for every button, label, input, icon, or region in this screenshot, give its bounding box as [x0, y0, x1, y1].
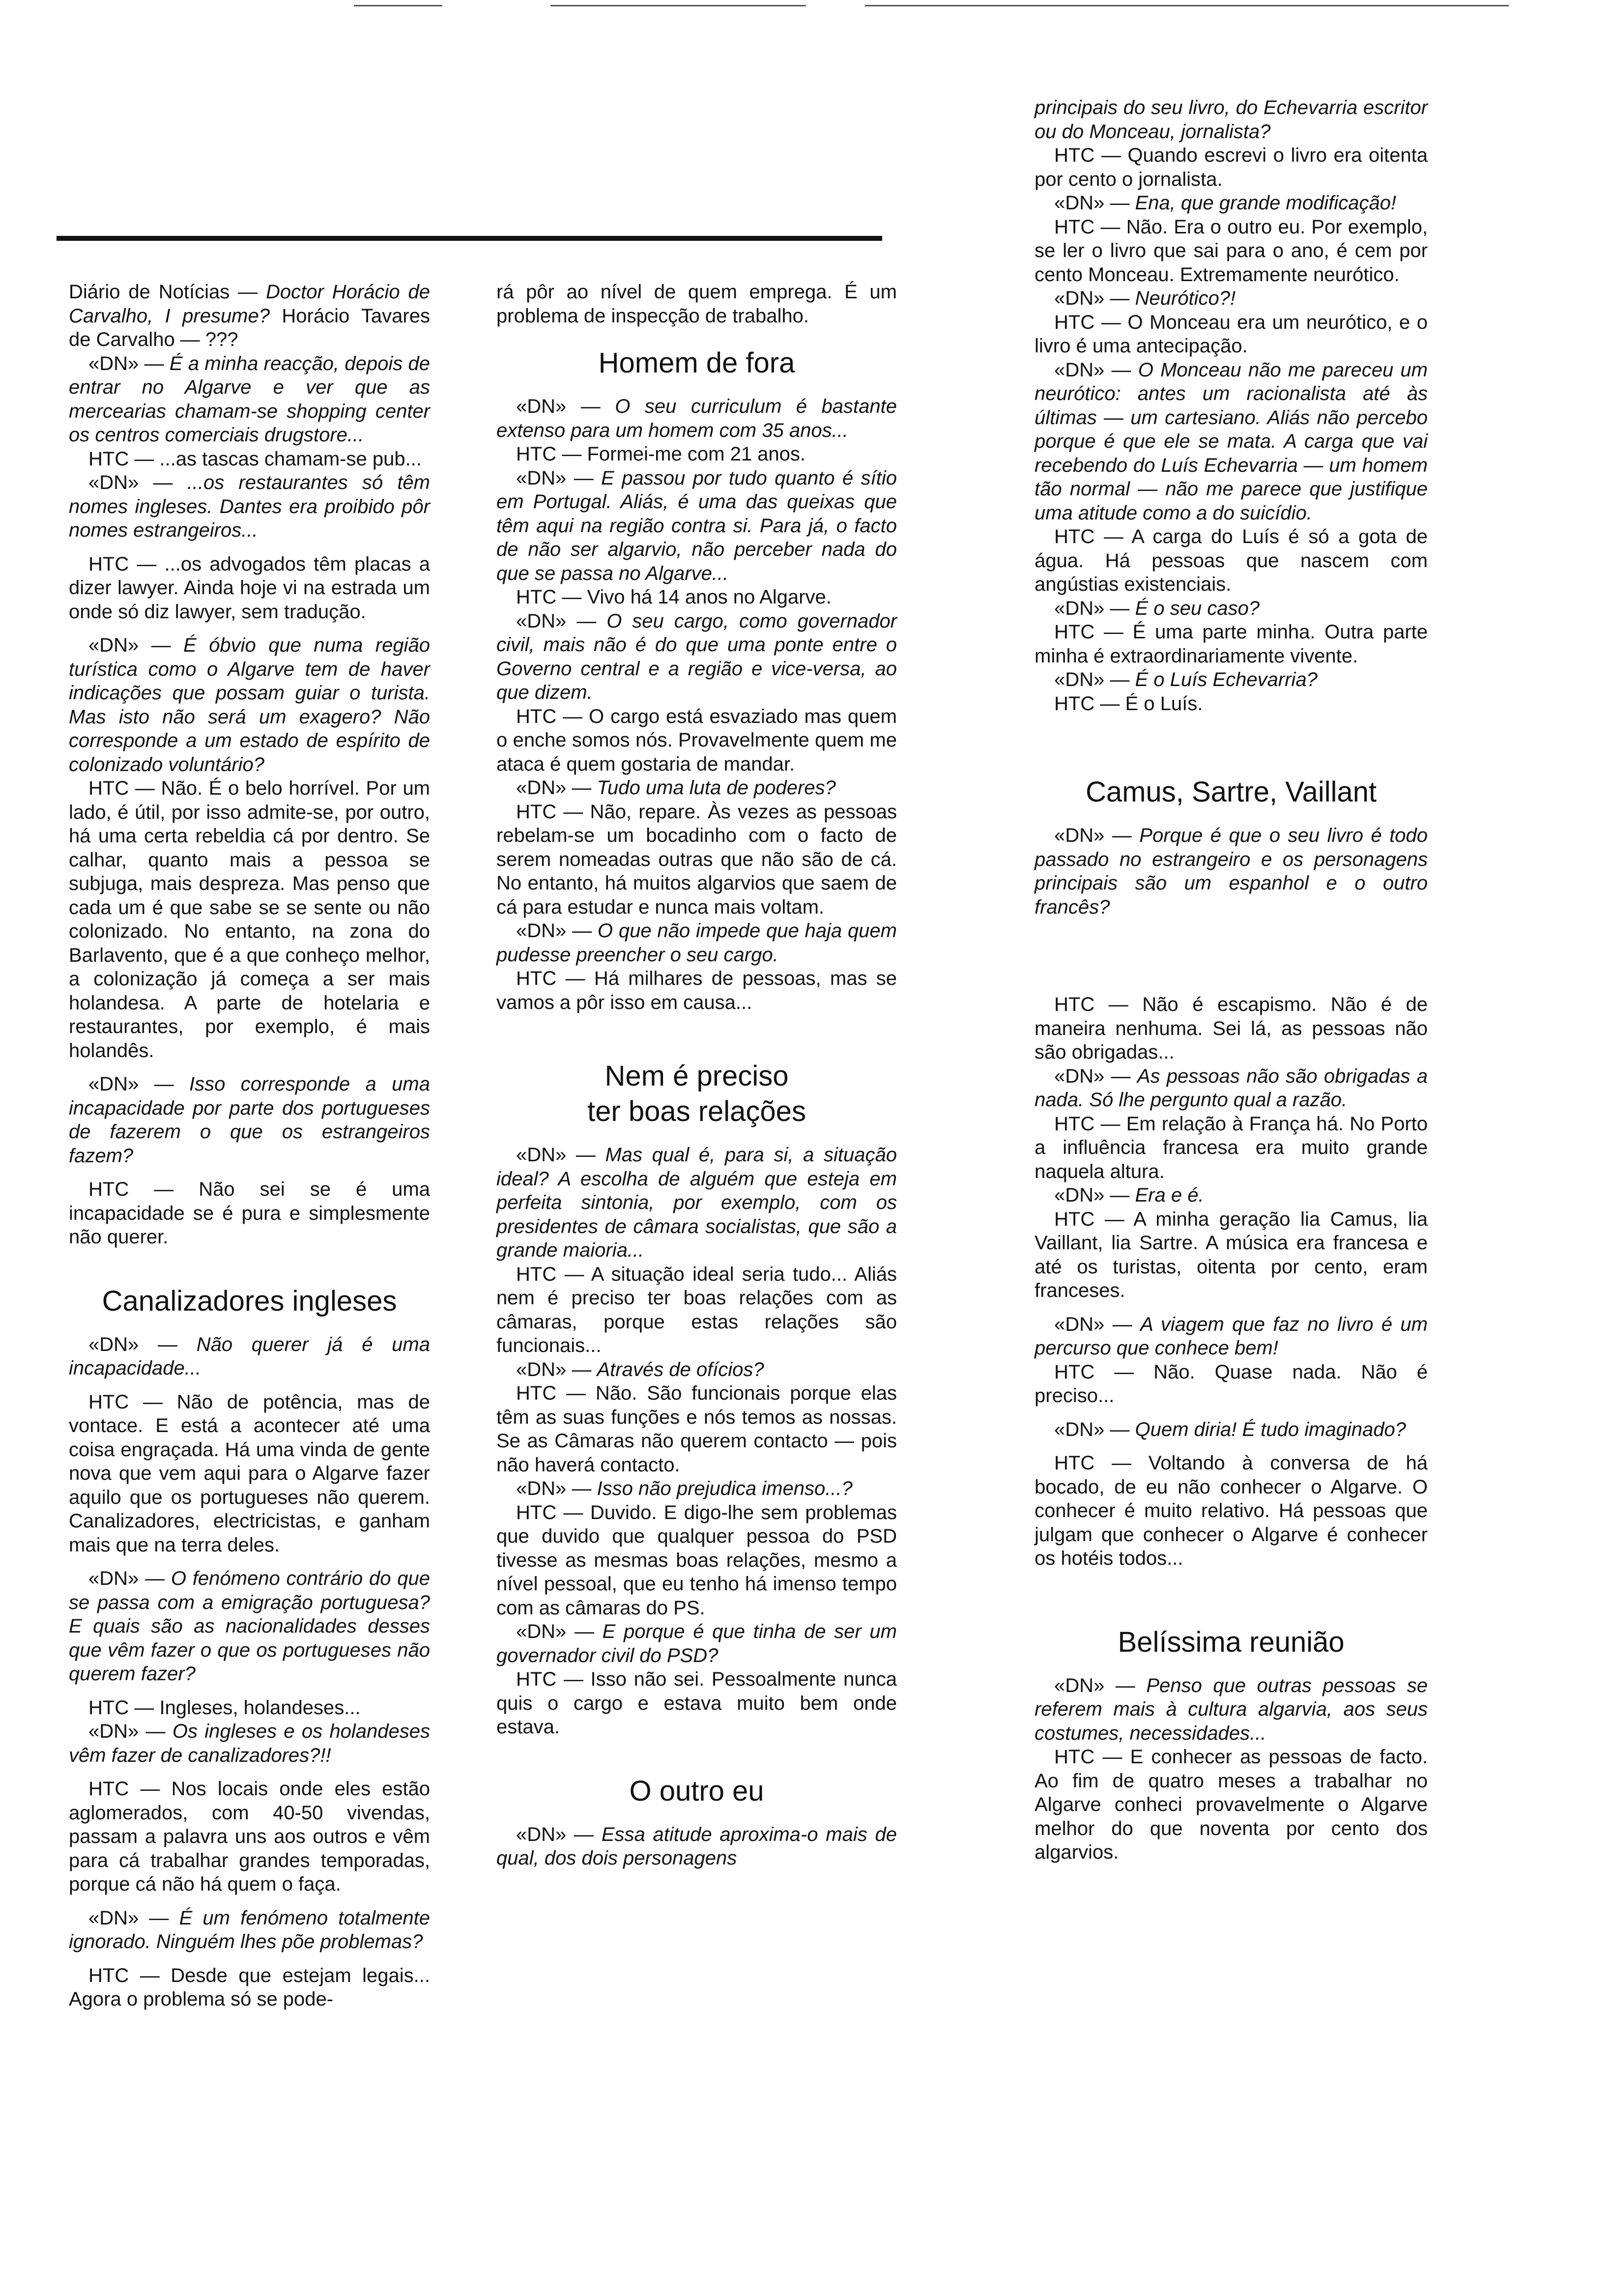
speaker-label: HTC —	[88, 1178, 199, 1200]
answer-text: Em relação à França há. No Porto a influência francesa era muito grande naquela altura.	[1035, 1113, 1428, 1182]
question-text: É o seu caso?	[1135, 597, 1260, 619]
speaker-label: HTC —	[1054, 526, 1132, 547]
answer-text: Não. Era o outro eu. Por exemplo, se ler o livro que sai para o ano, é cem por cento Monceau. Extremamente neurótico.	[1035, 216, 1428, 286]
column-1	[69, 280, 430, 2011]
question-text: É o Luís Echevarria?	[1135, 669, 1318, 690]
question-text: O seu cargo, como governador civil, mais não é do que uma ponte entre o Governo central e a região e vice-versa, ao que dizem.	[496, 610, 897, 703]
col3-paragraphs-2	[1035, 993, 1428, 1571]
interview-paragraph	[1035, 1183, 1428, 1207]
header-rule	[57, 236, 882, 241]
heading-line-1: Nem é preciso	[604, 1060, 789, 1092]
question-text: As pessoas não são obrigadas a nada. Só lhe pergunto qual a razão.	[1035, 1065, 1428, 1111]
col2-paragraphs-1	[496, 395, 897, 1014]
answer-text: Não. Quase nada. Não é preciso...	[1035, 1361, 1428, 1406]
speaker-label: «DN» —	[1054, 1313, 1141, 1335]
col2-lead-paragraph: rá pôr ao nível de quem emprega. É um problema de inspecção de trabalho.	[496, 281, 897, 327]
interview-paragraph	[1035, 1451, 1428, 1571]
interview-paragraph	[69, 352, 430, 447]
speaker-label: HTC —	[88, 553, 165, 575]
answer-text: Isso não sei. Pessoalmente nunca quis o cargo e estava muito bem onde estava.	[496, 1668, 897, 1738]
speaker-label: «DN» —	[1054, 1065, 1137, 1087]
interview-paragraph	[1035, 191, 1428, 215]
answer-text: Não. É o belo horrível. Por um lado, é útil, por isso admite-se, por outro, há uma certa rebeldia cá por dentro. Se calhar, quanto mais a pessoa se subjuga, mais despreza. Mas penso que cada um é que sabe se se sente ou não colonizado. No entanto, na zona do Barlavento, que é a que conheço melhor, a colonização já começa a ser mais holandesa. A parte de hotelaria e restaurantes, por exemplo, é mais holandês.	[69, 777, 431, 1062]
speaker-label: HTC —	[1054, 216, 1126, 238]
speaker-label: HTC —	[88, 777, 161, 799]
answer-text: Nos locais onde eles estão aglomerados, com 40-50 vivendas, passam a palavra uns aos outros e vêm para cá trabalhar grandes temporadas, porque cá não há quem o faça.	[69, 1778, 430, 1895]
interview-paragraph	[1035, 1360, 1428, 1408]
interview-paragraph	[496, 1477, 897, 1501]
answer-text: Há milhares de pessoas, mas se vamos a pôr isso em causa...	[496, 968, 897, 1013]
interview-paragraph	[496, 442, 897, 466]
interview-paragraph	[496, 1263, 897, 1358]
interview-paragraph	[1035, 1745, 1428, 1865]
interview-paragraph	[1035, 525, 1428, 597]
speaker-label: HTC —	[1054, 144, 1128, 166]
answer-text: Quando escrevi o livro era oitenta por cento o jornalista.	[1035, 144, 1428, 190]
speaker-label: «DN» —	[1054, 669, 1135, 690]
speaker-label: HTC —	[516, 443, 587, 465]
speaker-label: «DN» —	[1054, 192, 1135, 214]
question-text: Penso que outras pessoas se referem mais à cultura algarvia, aos seus costumes, necessidades...	[1035, 1674, 1428, 1744]
column-2	[496, 280, 897, 1870]
speaker-label: «DN» —	[1054, 1674, 1147, 1696]
answer-text: Não é escapismo. Não é de maneira nenhuma. Sei lá, as pessoas não são obrigadas...	[1035, 994, 1428, 1063]
interview-paragraph	[69, 1072, 430, 1168]
speaker-label: «DN» —	[1054, 1418, 1135, 1440]
interview-paragraph	[1035, 1674, 1428, 1746]
answer-text: ...as tascas chamam-se pub...	[159, 448, 422, 470]
speaker-label: «DN» —	[88, 1721, 173, 1742]
speaker-label: HTC —	[516, 1668, 591, 1690]
interview-paragraph	[1035, 1064, 1428, 1112]
speaker-label: «DN» —	[516, 1823, 602, 1845]
interview-paragraph	[496, 776, 897, 800]
question-text: Mas qual é, para si, a situação ideal? A escolha de alguém que esteja em perfeita sintonia, por exemplo, com os presidentes de câmara socialistas, que são a grande maioria...	[496, 1144, 897, 1261]
col2-paragraphs-3	[496, 1823, 897, 1870]
speaker-label: «DN» —	[516, 1358, 597, 1380]
speaker-label: HTC —	[1054, 692, 1125, 715]
interview-paragraph	[69, 1333, 430, 1380]
speaker-label: «DN» —	[516, 777, 597, 799]
speaker-label: «DN» —	[1054, 825, 1140, 846]
speaker-label: HTC —	[1054, 621, 1133, 643]
interview-paragraph	[1035, 993, 1428, 1064]
answer-text: E conhecer as pessoas de facto. Ao fim de quatro meses a trabalhar no Algarve conheci provavelmente o Algarve melhor do que noventa por cento dos algarvios.	[1035, 1746, 1428, 1863]
speaker-label: «DN» —	[516, 1144, 605, 1166]
question-text: ...os restaurantes só têm nomes ingleses. Dantes era proibido pôr nomes estrangeiros...	[69, 472, 430, 541]
col3-lead-paragraph: principais do seu livro, do Echevarria escritor ou do Monceau, jornalista?	[1035, 97, 1428, 143]
interview-paragraph	[1035, 144, 1428, 191]
question-text: Essa atitude aproxima-o mais de qual, dos dois personagens	[496, 1823, 897, 1869]
answer-text: Formei-me com 21 anos.	[587, 443, 806, 465]
col1-paragraphs-2	[69, 1333, 430, 2011]
answer-text: Voltando à conversa de há bocado, de eu não conhecer o Algarve. O conhecer é muito relativo. Há pessoas que julgam que conhecer o Algarve é conhecer os hotéis todos...	[1035, 1452, 1428, 1569]
interview-paragraph	[1035, 597, 1428, 621]
col2-paragraphs-2	[496, 1143, 897, 1739]
speaker-label: «DN» —	[1054, 359, 1138, 381]
speaker-label: «DN» —	[88, 472, 187, 493]
speaker-label: HTC —	[1054, 311, 1128, 333]
speaker-label: HTC —	[88, 1778, 172, 1800]
section-heading-camus: Camus, Sartre, Vaillant	[1085, 776, 1377, 808]
speaker-label: HTC —	[516, 1501, 590, 1523]
answer-text: A minha geração lia Camus, lia Vaillant, lia Sartre. A música era francesa e até os turistas, oitenta por cento, eram franceses.	[1035, 1208, 1428, 1301]
question-text: É um fenómeno totalmente ignorado. Ninguém lhes põe problemas?	[69, 1907, 430, 1952]
question-text: Não querer já é uma incapacidade...	[69, 1333, 430, 1379]
speaker-label: «DN» —	[516, 610, 607, 632]
interview-paragraph	[496, 609, 897, 705]
question-text: Isso não prejudica imenso...?	[597, 1478, 853, 1499]
question-text: Isso corresponde a uma incapacidade por parte dos portugueses de fazerem o que os estrangeiros fazem?	[69, 1073, 430, 1167]
answer-text: Horácio Tavares de Carvalho — ???	[69, 305, 430, 350]
interview-paragraph	[496, 1381, 897, 1477]
interview-paragraph	[69, 1777, 430, 1896]
section-heading-homem-de-fora: Homem de fora	[598, 347, 795, 379]
interview-paragraph	[69, 1906, 430, 1954]
answer-text: A carga do Luís é só a gota de água. Há pessoas que nascem com angústias existenciais.	[1035, 526, 1428, 595]
answer-text: O Monceau era um neurótico, e o livro é uma antecipação.	[1035, 311, 1428, 357]
col1-paragraphs	[69, 280, 430, 1249]
question-text: Porque é que o seu livro é todo passado no estrangeiro e os personagens principais são um espanhol e o outro francês?	[1035, 825, 1428, 918]
interview-paragraph	[496, 1823, 897, 1870]
interview-paragraph	[69, 471, 430, 543]
interview-paragraph	[496, 395, 897, 442]
answer-text: Ingleses, holandeses...	[159, 1696, 361, 1719]
question-text: Doctor Horácio de Carvalho, I presume?	[69, 281, 430, 327]
col3-paragraphs-1	[1035, 144, 1428, 716]
speaker-label: HTC —	[1054, 1452, 1149, 1474]
answer-text: Não de potência, mas de vontace. E está a acontecer até uma coisa engraçada. Há uma vinda de gente nova que vem aqui para o Algarve fazer aquilo que os portugueses não querem. Canalizadores, electricistas, e ganham mais que na terra deles.	[69, 1391, 430, 1556]
interview-paragraph	[496, 1358, 897, 1382]
interview-paragraph	[69, 1964, 430, 2011]
interview-paragraph	[1035, 1112, 1428, 1184]
interview-paragraph	[1035, 1418, 1428, 1442]
speaker-label: HTC —	[88, 1964, 171, 1986]
speaker-label: HTC —	[516, 705, 589, 727]
interview-paragraph	[496, 1620, 897, 1667]
question-text: Através de ofícios?	[597, 1358, 764, 1380]
answer-text: Não sei se é uma incapacidade se é pura e simplesmente não querer.	[69, 1178, 430, 1248]
question-text: A viagem que faz no livro é um percurso que conhece bem!	[1035, 1313, 1428, 1359]
interview-paragraph	[69, 1696, 430, 1720]
question-text: Quem diria! É tudo imaginado?	[1135, 1418, 1406, 1440]
speaker-label: HTC —	[1054, 1113, 1126, 1135]
interview-paragraph	[496, 919, 897, 967]
question-text: E porque é que tinha de ser um governador civil do PSD?	[496, 1621, 897, 1666]
interview-paragraph	[496, 1501, 897, 1620]
interview-paragraph	[69, 1390, 430, 1557]
interview-paragraph	[1035, 668, 1428, 692]
speaker-label: HTC —	[1054, 1361, 1154, 1383]
interview-paragraph	[1035, 1313, 1428, 1360]
interview-paragraph	[496, 466, 897, 586]
speaker-label: HTC —	[88, 448, 160, 470]
answer-text: ...os advogados têm placas a dizer lawyer. Ainda hoje vi na estrada um onde só diz lawyer, sem tradução.	[69, 553, 431, 623]
speaker-label: «DN» —	[1054, 1184, 1135, 1206]
speaker-label: «DN» —	[516, 920, 598, 942]
speaker-label: «DN» —	[88, 634, 184, 656]
section-heading-nem-e-preciso	[496, 1059, 897, 1129]
heading-line-2: ter boas relações	[587, 1095, 806, 1127]
question-text: É óbvio que numa região turística como o Algarve tem de haver indicações que possam guiar o turista. Mas isto não será um exagero? Não corresponde a um estado de espírito de colonizado voluntário?	[69, 634, 430, 775]
speaker-label: Diário de Notícias —	[69, 281, 266, 303]
answer-text: É o Luís.	[1125, 692, 1203, 715]
answer-text: Vivo há 14 anos no Algarve.	[587, 586, 832, 608]
top-rule-right	[865, 5, 1509, 6]
interview-paragraph	[69, 776, 430, 1062]
question-text: O que não impede que haja quem pudesse preencher o seu cargo.	[496, 920, 897, 966]
question-text: Os ingleses e os holandeses vêm fazer de canalizadores?!!	[69, 1721, 430, 1766]
section-heading-belissima: Belíssima reunião	[1118, 1626, 1345, 1658]
interview-paragraph	[496, 967, 897, 1014]
question-text: É a minha reacção, depois de entrar no Algarve e ver que as mercearias chamam-se shopping center os centros comerciais drugstore...	[69, 352, 430, 446]
speaker-label: «DN» —	[516, 467, 602, 489]
interview-paragraph	[496, 1667, 897, 1739]
speaker-label: «DN» —	[88, 1907, 179, 1929]
top-rule-mid	[550, 5, 806, 6]
speaker-label: «DN» —	[88, 1333, 197, 1355]
speaker-label: «DN» —	[516, 396, 615, 417]
interview-paragraph	[69, 1567, 430, 1686]
section-heading-o-outro-eu: O outro eu	[629, 1775, 764, 1807]
question-text: Era e é.	[1135, 1184, 1204, 1206]
interview-paragraph	[1035, 215, 1428, 287]
answer-text: A situação ideal seria tudo... Aliás nem é preciso ter boas relações com as câmaras, porque estas relações são funcionais...	[496, 1263, 897, 1356]
speaker-label: HTC —	[516, 1382, 596, 1404]
interview-paragraph	[1035, 358, 1428, 525]
speaker-label: HTC —	[516, 968, 594, 989]
speaker-label: HTC —	[1054, 994, 1143, 1015]
interview-paragraph	[1035, 620, 1428, 668]
question-text: O Monceau não me pareceu um neurótico: antes um racionalista até às últimas — um cartesiano. Aliás não percebo porque é que ele se mata. A carga que vai recebendo do Luís Echevarria — um homem tão normal — não me parece que justifique uma atitude como a do suicídio.	[1035, 359, 1428, 524]
interview-paragraph	[69, 280, 430, 352]
speaker-label: HTC —	[1054, 1208, 1134, 1230]
interview-paragraph	[1035, 311, 1428, 358]
column-3	[1035, 96, 1428, 1865]
speaker-label: «DN» —	[516, 1621, 603, 1642]
answer-text: O cargo está esvaziado mas quem o enche somos nós. Provavelmente quem me ataca é quem gostaria de mandar.	[496, 705, 897, 775]
interview-paragraph	[1035, 824, 1428, 919]
answer-text: Não. São funcionais porque elas têm as suas funções e nós temos as nossas. Se as Câmaras não querem contacto — pois não haverá contacto.	[496, 1382, 897, 1476]
interview-paragraph	[1035, 287, 1428, 311]
speaker-label: «DN» —	[88, 1568, 171, 1589]
speaker-label: HTC —	[88, 1696, 160, 1719]
speaker-label: HTC —	[516, 801, 590, 823]
interview-paragraph	[69, 447, 430, 471]
question-text: Neurótico?!	[1135, 287, 1236, 309]
speaker-label: HTC —	[1054, 1746, 1130, 1768]
question-text: O seu curriculum é bastante extenso para um homem com 35 anos...	[496, 396, 897, 441]
interview-paragraph	[69, 1177, 430, 1249]
interview-paragraph	[69, 633, 430, 776]
interview-paragraph	[1035, 1207, 1428, 1303]
col3-paragraphs-3	[1035, 1674, 1428, 1865]
question-text: O fenómeno contrário do que se passa com a emigração portuguesa? E quais são as nacionalidades desses que vêm fazer o que os portugueses não querem fazer?	[69, 1568, 430, 1685]
top-rule-left	[354, 5, 442, 6]
interview-paragraph	[496, 1143, 897, 1263]
interview-paragraph	[69, 552, 430, 624]
interview-paragraph	[496, 705, 897, 776]
interview-paragraph	[69, 1720, 430, 1767]
speaker-label: HTC —	[516, 586, 587, 608]
question-text: Ena, que grande modificação!	[1135, 192, 1396, 214]
speaker-label: HTC —	[516, 1263, 591, 1285]
section-heading-canalizadores: Canalizadores ingleses	[102, 1285, 397, 1317]
speaker-label: «DN» —	[1054, 287, 1135, 309]
answer-text: Não, repare. Às vezes as pessoas rebelam-se um bocadinho com o facto de serem nomeadas outras que não são de cá. No entanto, há muitos algarvios que saem de cá para estudar e nunca mais voltam.	[496, 801, 897, 918]
answer-text: Desde que estejam legais... Agora o problema só se pode-	[69, 1964, 430, 2010]
interview-paragraph	[496, 585, 897, 609]
speaker-label: «DN» —	[516, 1478, 597, 1499]
col3-question-1	[1035, 824, 1428, 919]
question-text: Tudo uma luta de poderes?	[597, 777, 836, 799]
speaker-label: «DN» —	[88, 1073, 190, 1095]
answer-text: É uma parte minha. Outra parte minha é extraordinariamente vivente.	[1035, 621, 1428, 667]
interview-paragraph	[496, 800, 897, 919]
interview-paragraph	[1035, 692, 1428, 716]
speaker-label: «DN» —	[88, 352, 170, 374]
speaker-label: «DN» —	[1054, 597, 1135, 619]
speaker-label: HTC —	[88, 1391, 177, 1413]
answer-text: Duvido. E digo-lhe sem problemas que duvido que qualquer pessoa do PSD tivesse as mesmas boas relações, mesmo a nível pessoal, que eu tenho há imenso tempo com as câmaras do PS.	[496, 1501, 897, 1619]
question-text: E passou por tudo quanto é sítio em Portugal. Aliás, é uma das queixas que têm aqui na região contra si. Para já, o facto de não ser algarvio, não perceber nada do que se passa no Algarve...	[496, 467, 897, 584]
